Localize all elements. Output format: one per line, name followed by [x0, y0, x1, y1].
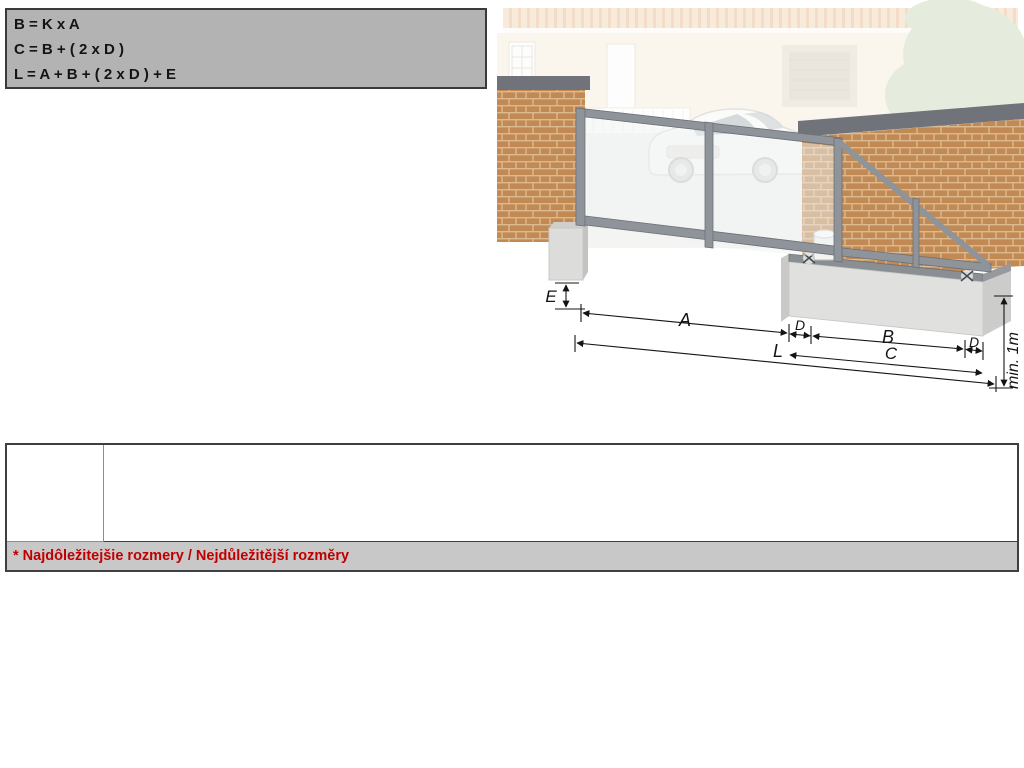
- corner-cell: [6, 444, 103, 541]
- formula-b: B = K x A: [14, 16, 80, 33]
- spec-table: [5, 443, 1019, 572]
- formula-box: [5, 8, 487, 89]
- dim-label-e: E: [545, 287, 557, 306]
- footnote-row: [6, 541, 1018, 571]
- dim-label-l: L: [772, 341, 784, 361]
- footnote: * Najdôležitejšie rozmery / Nejdůležitější rozměry: [6, 541, 1018, 571]
- dim-label-b: B: [881, 327, 895, 347]
- dim-label-depth: min. 1m: [1005, 332, 1022, 389]
- carriage-marker: [961, 270, 973, 282]
- dim-label-a: A: [678, 310, 692, 330]
- formula-c: C = B + ( 2 x D ): [14, 41, 125, 58]
- formula-l: L = A + B + ( 2 x D ) + E: [14, 66, 177, 83]
- dim-label-d2: D: [968, 334, 980, 350]
- dim-label-d1: D: [794, 317, 806, 333]
- gate-illustration: [497, 0, 1024, 440]
- spec-header-row: [6, 444, 1018, 541]
- left-foundation-post: [549, 222, 588, 280]
- dim-label-c: C: [884, 344, 898, 363]
